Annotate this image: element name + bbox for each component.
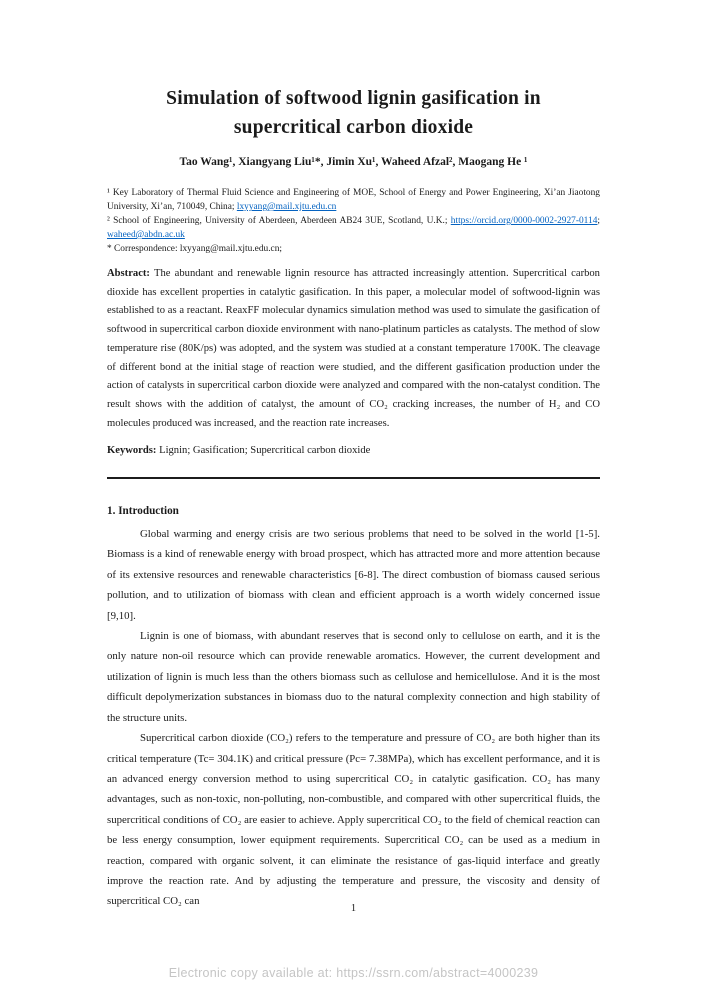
- affiliations-block: [107, 186, 600, 256]
- ssrn-footer-text: Electronic copy available at: https://ssrn.com/abstract=4000239: [168, 966, 539, 980]
- paper-title-line2: supercritical carbon dioxide: [233, 117, 474, 138]
- page-number: 1: [350, 903, 357, 914]
- abstract-paragraph: [107, 265, 600, 433]
- paper-title-line1: Simulation of softwood lignin gasification in: [166, 88, 541, 109]
- intro-paragraph-1: Global warming and energy crisis are two serious problems that need to be solved in the world [1-5]. Biomass is a kind of renewable energy with broad prospect, which has attracted more and more attention because of its extensive resources and renewable characteristics [6-8]. The direct combustion of biomass caused serious pollution, and to utilization of biomass with clean and efficient approach is a worth widely concerned issue [9,10].: [107, 528, 600, 622]
- paper-title: [107, 84, 600, 142]
- keywords-line: [107, 442, 600, 461]
- affiliation-2-email-link[interactable]: waheed@abdn.ac.uk: [107, 230, 185, 240]
- affiliation-2-separator: ;: [597, 216, 600, 226]
- page-content: [107, 0, 600, 912]
- author-list: Tao Wang¹, Xiangyang Liu¹*, Jimin Xu¹, Waheed Afzal², Maogang He ¹: [179, 156, 528, 168]
- keywords-text: Lignin; Gasification; Supercritical carbon dioxide: [159, 445, 371, 457]
- keywords-label: Keywords:: [107, 445, 157, 457]
- intro-paragraph-3: Supercritical carbon dioxide (CO₂) refers to the temperature and pressure of CO₂ are both higher than its critical temperature (Tc= 304.1K) and critical pressure (Pc= 7.38MPa), which has excellent performance, and it is an advanced energy conversion method to using supercritical CO₂ in catalytic gasification. CO₂ has many advantages, such as non-toxic, non-polluting, non-combustible, and compared with other supercritical fluids, the supercritical conditions of CO₂ are easier to achieve. Apply supercritical CO₂ to the field of chemical reaction can be less energy consumption, lower equipment requirements. Supercritical CO₂ can be used as a medium in reaction, compared with organic solvent, it can eliminate the resistance of gas-liquid interface and greatly improve the reaction rate. And by adjusting the temperature and pressure, the viscosity and density of supercritical CO₂ can: [107, 732, 600, 908]
- introduction-heading: 1. Introduction: [107, 505, 179, 518]
- affiliation-2-orcid-link[interactable]: https://orcid.org/0000-0002-2927-0114: [450, 216, 598, 226]
- abstract-label: Abstract:: [107, 268, 150, 279]
- abstract-text: The abundant and renewable lignin resource has attracted increasingly attention. Supercritical carbon dioxide has excellent properties in catalytic gasification. In this paper, a molecular model of softwood-lignin was established to as a reactant. ReaxFF molecular dynamics simulation method was used to simulate the gasification of softwood in supercritical carbon dioxide environment with nano-platinum particles as catalysts. The method of slow temperature rise (80K/ps) was adopted, and the system was studied at a constant temperature 1700K. The cleavage of different bond at the initial stage of reaction were studied, and the different gasification production under the action of catalysts in supercritical carbon dioxide were analyzed and compared with the non-catalyst condition. The result shows with the addition of catalyst, the amount of CO₂ cracking increases, the number of H₂ and CO molecules produced was increased, and the reaction rate increases.: [107, 268, 600, 429]
- affiliation-2-text: ² School of Engineering, University of Aberdeen, Aberdeen AB24 3UE, Scotland, U.K.;: [107, 216, 451, 226]
- section-divider: [107, 477, 600, 479]
- affiliation-1-text: ¹ Key Laboratory of Thermal Fluid Science and Engineering of MOE, School of Energy and Power Engineering, Xi’an Jiaotong University, Xi’an, 710049, China;: [107, 188, 600, 212]
- affiliation-1: [107, 186, 600, 214]
- affiliation-1-email-link[interactable]: lxyyang@mail.xjtu.edu.cn: [236, 202, 337, 212]
- intro-paragraph-2: Lignin is one of biomass, with abundant reserves that is second only to cellulose on earth, and it is the only nature non-oil resource which can provide renewable aromatics. However, the current development and utilization of lignin is much less than the others biomass such as cellulose and hemicellulose. And it is the most difficult depolymerization substances in biomass duo to the natural complexity connection and high stability of the structure units.: [107, 630, 600, 724]
- affiliation-2: [107, 214, 600, 242]
- correspondence-line: * Correspondence: lxyyang@mail.xjtu.edu.cn;: [107, 244, 282, 254]
